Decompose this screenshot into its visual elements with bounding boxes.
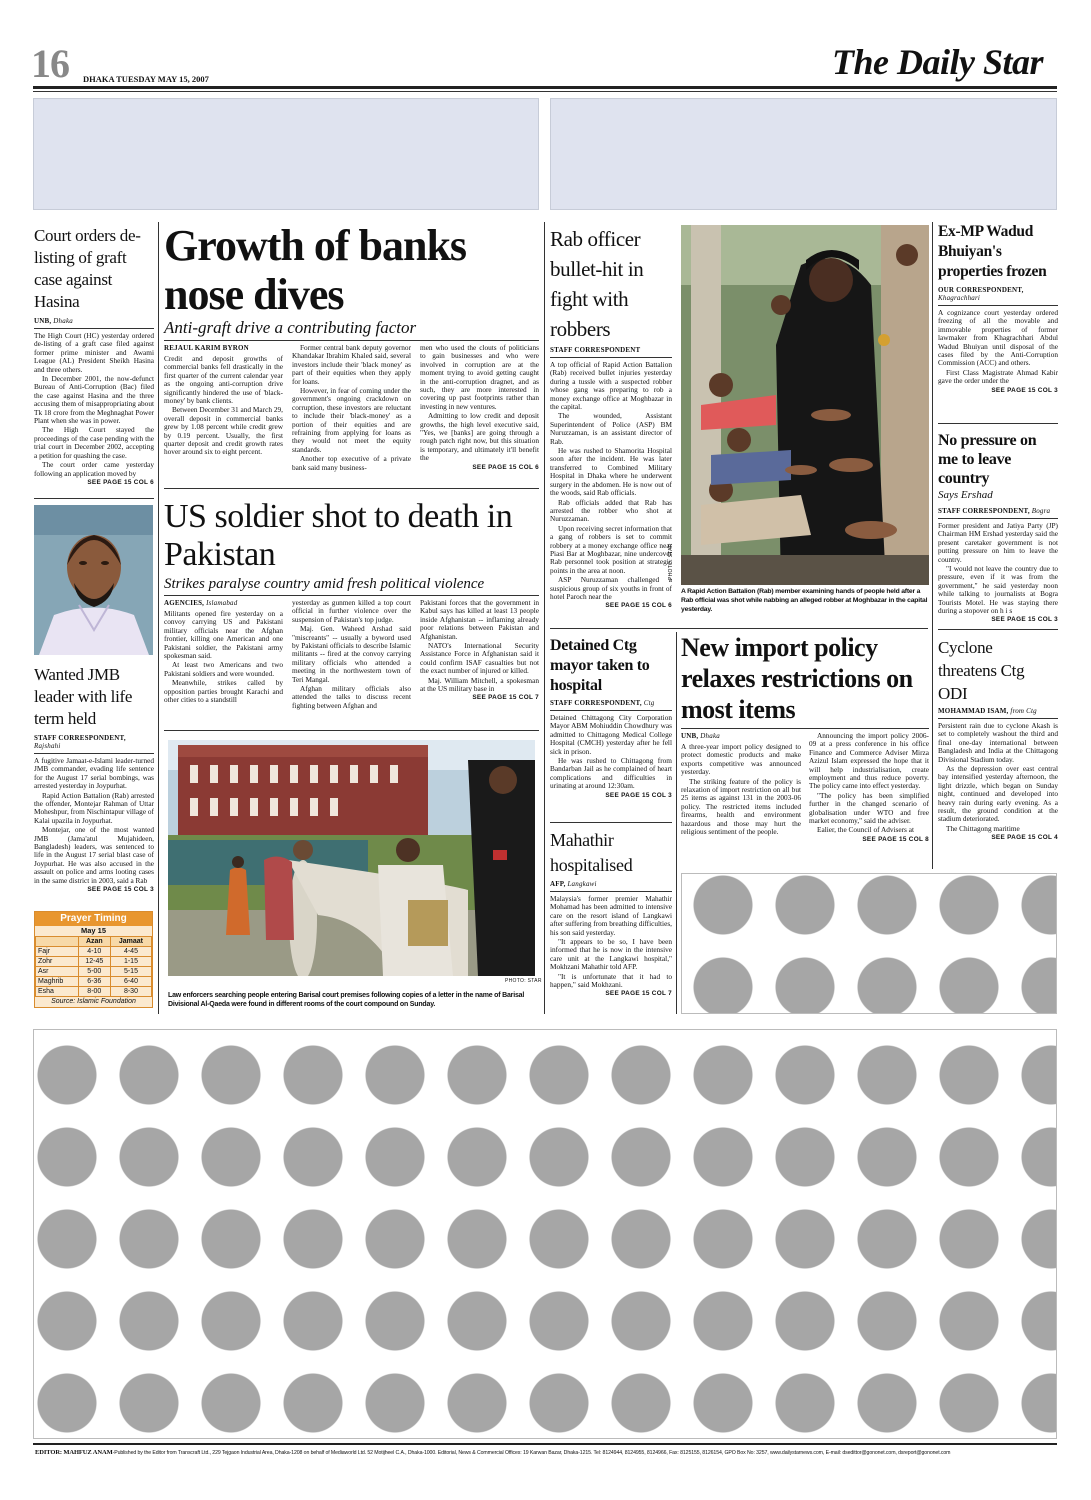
see-page-link[interactable]: SEE PAGE 15 COL 3 (87, 886, 154, 894)
prayer-table: Azan Jamaat Fajr 4-10 4-45 Zohr 12-45 1-15 Asr 5-00 5-15 Maghrib 6-36 6-40 Esha 8-00 8-30 (35, 936, 152, 997)
story-body: Former president and Jatiya Party (JP) Chairman HM Ershad yesterday said the present caretaker government is not putting pressure on him to leave the country. "I would not leave the country due to pressure, even if it was from the government," he said yesterday noon while talking to journalists at Bogra Tourists Motel. He was staying there during a stopover on h i s (938, 521, 1058, 616)
story-jmb (34, 664, 154, 893)
subhead: Anti-graft drive a contributing factor (164, 318, 417, 337)
story-body-col2: yesterday as gunmen killed a top court official in further violence over the suspension of Pakistan's top judge. Maj. Gen. Waheed Arshad said "miscreants" -- usually a byword used by Pakistani officials to describe Islamic militants -- fired at the convoy carrying military officials who attended a meeting in the northwestern town of Teri Mangal. Afghan military officials also attended the talks to discuss recent fighting between Afghan and (292, 598, 411, 710)
story-mahathir (550, 828, 672, 997)
imprint-text: -Published by the Editor from Transcraft Ltd., 229 Tejgaon Industrial Area, Dhaka-1208 on behalf of Mediaworld Ltd. 52 Motijheel C.A., Dhaka-1000. Editorial, News & Commercial Offices: 19 Karwan Bazar, Dhaka-1215. Tel: 8124944, 8124955, 8124966, Fax: 8125155, 8126154, GPO Box No: 3257, www.dailystarnews.com, E-mail: dsedittor@gononet.com, dsreport@gononet.com (112, 1450, 951, 1456)
page-number: 16 (31, 41, 69, 86)
story-cyclone (938, 636, 1058, 841)
story-body: A fugitive Jamaat-e-Islami leader-turned JMB commander, evading life sentence for the August 17 serial bombings, was arrested yesterday in Joypurhat. Rapid Action Battalion (Rab) arrested the offender, Montejar Rahman of Uttar Moheshpur, from Nischintapur village of Kalai upazila in Joypurhat. Montejar, one of the most wanted JMB (Jama'atul Mujahideen, Bangladesh) leaders, was sentenced to life in the August 17 serial blast case of Joypurhat. He was also accused in the assault on police and arms looting cases in the same district in 2003, said a Rab (34, 756, 154, 885)
advertisement-top-left (33, 98, 539, 210)
headline[interactable]: US soldier shot to death in Pakistan (164, 498, 513, 573)
story-body: A cognizance court yesterday ordered freezing of all the movable and immovable properties of former lawmaker from Khagrachhari Abdul Wadud Bhuiyan until disposal of the cases filed by the Anti-Corruption Commission (ACC) and others. First Class Magistrate Ahmad Kabir gave the order under the (938, 308, 1058, 386)
headline[interactable]: Mahathir hospitalised (550, 830, 633, 875)
advertisement-bottom (33, 1029, 1057, 1439)
byline: MOHAMMAD ISAM, from Ctg (938, 707, 1037, 715)
prayer-timing-box (34, 911, 153, 1008)
story-wadud (938, 222, 1058, 394)
dateline: DHAKA TUESDAY MAY 15, 2007 (83, 74, 209, 84)
portrait-illustration (34, 505, 153, 655)
story-ctg-mayor (550, 636, 672, 799)
see-page-link[interactable]: SEE PAGE 15 COL 8 (862, 835, 929, 843)
advertisement-top-right (550, 98, 1057, 210)
footer-imprint (35, 1449, 1057, 1457)
prayer-date: May 15 (80, 926, 107, 935)
see-page-link[interactable]: SEE PAGE 15 COL 3 (991, 386, 1058, 394)
story-body-col3: men who used the clouts of politicians to gain businesses and who were involved in corruption are at the moment trying to avoid getting caught in the anti-corruption dragnet, and as such, they are more interested in covering up past footprints rather than investing in new ventures. Admitting to low credit and deposit growths, the high level executive said, "Yes, we [banks] are going through a rough patch right now, but this situation is temporary, and ultimately it'll benefit the (420, 343, 539, 463)
byline: STAFF CORRESPONDENT, Bogra (938, 507, 1051, 515)
photo-credit: PHOTO: STAR (505, 978, 542, 984)
story-body-col1: Credit and deposit growths of commercial banks fell drastically in the first quarter of the current calendar year as the ongoing anti-corruption drive significantly hindered the use of 'black-money' by bank clients. Between December 31 and March 29, overall deposit in commercial banks grew by 1.08 percent while credit grew by 0.19 percent. Usually, the first quarter deposit and credit growth rates hover around six to eight percent. (164, 354, 283, 457)
story-body: The High Court (HC) yesterday ordered de-listing of a graft case filed against former prime minister and Awami League (AL) President Sheikh Hasina and three others. In December 2001, the now-defunct Bureau of Anti-Corruption (Bac) filed the case against Hasina and the three accusing them of misappropriating about Tk 18 crore from the Meghnaghat Power Plant when she was in power. The High Court stayed the proceedings of the case pending with the trial court in December 2002, accepting a petition for quashing the case. The court order came yesterday following an application moved by (34, 331, 154, 478)
byline: OUR CORRESPONDENT, Khagrachhari (938, 286, 1024, 302)
editor-label: EDITOR: (35, 1449, 62, 1456)
byline: STAFF CORRESPONDENT, Rajshahi (34, 734, 126, 750)
paper-name: The Daily Star (832, 42, 1044, 82)
story-body-col2: Former central bank deputy governor Khandakar Ibrahim Khaled said, several investors include their 'black money' as part of their equities when they apply for loans. However, in fear of coming under the government's ongoing crackdown on corruption, these investors are reluctant to include their 'black-money' as a portion of their equities and are refraining from applying for loans as they would not meet the equity standards. Another top executive of a private bank said many business- (292, 343, 411, 472)
prayer-title: Prayer Timing (35, 912, 152, 926)
jmb-leader-portrait (34, 505, 153, 655)
headline[interactable]: Wanted JMB leader with life term held (34, 665, 133, 728)
byline: AGENCIES, Islamabad (164, 599, 238, 607)
rab-photo (681, 225, 929, 585)
photo-credit: PHOTO: STAR (668, 543, 674, 580)
story-body-col1: Militants opened fire yesterday on a convoy carrying US and Pakistani military officials near the Afghan frontier, killing one American and one Pakistani soldier, the Pakistani army spokesman said. At least two Americans and two Pakistani soldiers and were wounded. Meanwhile, strikes called by opposition parties brought Karachi and other cities to a standstill (164, 609, 283, 705)
story-body: Detained Chittagong City Corporation Mayor ABM Mohiuddin Chowdhury was admitted to Chittagong Medical College Hospital (CMCH) yesterday after he fell sick in prison. He was rushed to Chittagong from Bandarban Jail as he complained of heart complications and difficulties in urinating at around 12:30am. (550, 713, 672, 791)
story-hasina (34, 225, 154, 486)
byline: STAFF CORRESPONDENT, Ctg (550, 699, 655, 707)
story-body: Malaysia's former premier Mahathir Mohamad has been admitted to intensive care on the resort island of Langkawi after suffering from breathing difficulties, his son said yesterday. "It appears to be so, I have been informed that he is now in the intensive care unit at the Langkawi hospital," Mokhzani Mahathir told AFP. "It is unfortunate that it had to happen," said Mokhzani. (550, 894, 672, 990)
barisal-court-photo (168, 740, 535, 976)
barisal-photo-illustration (168, 740, 535, 976)
subhead: Strikes paralyse country amid fresh political violence (164, 576, 485, 592)
see-page-link[interactable]: SEE PAGE 15 COL 6 (605, 602, 672, 610)
byline: STAFF CORRESPONDENT (550, 346, 641, 354)
story-body-col1: A three-year import policy designed to protect domestic products and make exports competitive was announced yesterday. The striking feature of the policy is relaxation of import restriction on all but 25 items as against 131 in the 2003-06 policy. The restricted items included firearms, health and environment hazardous and those may hurt the religious sentiment of the people. (681, 742, 801, 837)
headline[interactable]: Detained Ctg mayor taken to hospital (550, 637, 650, 694)
headline[interactable]: No pressure on me to leave country (938, 432, 1037, 487)
headline[interactable]: Rab officer bullet-hit in fight with robbers (550, 227, 644, 341)
masthead-rule (33, 86, 1057, 89)
advertisement-mid-right (681, 873, 1057, 1014)
see-page-link[interactable]: SEE PAGE 15 COL 3 (991, 616, 1058, 624)
story-banks (164, 221, 539, 473)
see-page-link[interactable]: SEE PAGE 15 COL 6 (472, 463, 539, 471)
byline: AFP, Langkawi (550, 880, 597, 888)
story-import-policy (681, 632, 929, 843)
headline[interactable]: Court orders de-listing of graft case against Hasina (34, 226, 141, 311)
prayer-source: Source: Islamic Foundation (51, 998, 136, 1005)
see-page-link[interactable]: SEE PAGE 15 COL 6 (87, 478, 154, 486)
story-body: A top official of Rapid Action Battalion (Rab) received bullet injuries yesterday during a tussle with a suspected robber whose gang was preparing to rob a money exchange office at Moghbazar in the capital. The wounded, Assistant Superintendent of Police (ASP) BM Nuruzzaman, is an assistant director of Rab. He was rushed to Shamorita Hospital soon after the incident. He was later transferred to Combined Military Hospital in Dhaka where he underwent surgery in the abdomen. He is now out of the woods, said Rab officials. Rab officials added that Rab has arrested the robber who shot at Nuruzzaman. Upon receiving secret information that a gang of robbers is set to commit robbery at a money exchange office near Piasi Bar at Moghbazar, nine undercover Rab personnel took position at strategic points in the area at noon. ASP Nuruzzaman challenged a suspicious group of six youths in front of hotel Paroch near the (550, 360, 672, 601)
headline[interactable]: Cyclone threatens Ctg ODI (938, 638, 1025, 703)
story-body-col2: Announcing the import policy 2006-09 at a press conference in his office Finance and Commerce Adviser Mirza Azizul Islam expressed the hope that it will help industrialisation, create employment and thus reduce poverty. The policy came into effect yesterday. "The policy has been simplified further in the changed scenario of globalisation under WTO and free market economy," said the adviser. Ealier, the Council of Advisers at (809, 731, 929, 835)
see-page-link[interactable]: SEE PAGE 15 COL 4 (991, 834, 1058, 842)
headline[interactable]: Ex-MP Wadud Bhuiyan's properties frozen (938, 223, 1047, 280)
editor-name: MAHFUZ ANAM (63, 1449, 113, 1456)
subhead: Says Ershad (938, 489, 993, 501)
byline: UNB, Dhaka (34, 317, 73, 325)
see-page-link[interactable]: SEE PAGE 15 COL 7 (472, 694, 539, 702)
story-us-soldier (164, 498, 539, 711)
rab-photo-illustration (681, 225, 929, 585)
photo-caption: A Rapid Action Battalion (Rab) member examining hands of people held after a Rab official was shot while nabbing an alleged robber at Moghbazar in the capital yesterday. (681, 588, 928, 613)
byline: UNB, Dhaka (681, 732, 720, 740)
byline: REJAUL KARIM BYRON (164, 344, 249, 352)
story-body-col3: Pakistani forces that the government in Kabul says has killed at least 13 people inside Afghanistan -- inflaming already poor relations between Pakistan and Afghanistan. NATO's International Security Assistance Force in Afghanistan said it could confirm ISAF casualties but not the exact number of injured or killed. Maj. William Mitchell, a spokesman at the US military base in (420, 598, 539, 694)
photo-caption: Law enforcers searching people entering Barisal court premises following copies of a letter in the name of Barisal Divisional Al-Qaeda were found in different rooms of the court compound on Sunday. (168, 992, 525, 1008)
see-page-link[interactable]: SEE PAGE 15 COL 7 (605, 990, 672, 998)
masthead-rule-thin (33, 91, 1057, 92)
headline[interactable]: New import policy relaxes restrictions on most items (681, 633, 913, 724)
headline[interactable]: Growth of banks nose dives (164, 221, 467, 319)
see-page-link[interactable]: SEE PAGE 15 COL 3 (605, 791, 672, 799)
story-body: Persistent rain due to cyclone Akash is set to completely washout the third and final one-day international between Bangladesh and India at the Chittagong Divisional Stadium today. As the depression over east central bay intensified yesterday afternoon, the light drizzle, which began on Sunday night, continued and developed into heavy rain during early evening. As a result, the ground condition at the stadium deteriorated. The Chittagong maritime (938, 721, 1058, 833)
story-rab (550, 224, 672, 609)
story-ershad (938, 431, 1058, 623)
